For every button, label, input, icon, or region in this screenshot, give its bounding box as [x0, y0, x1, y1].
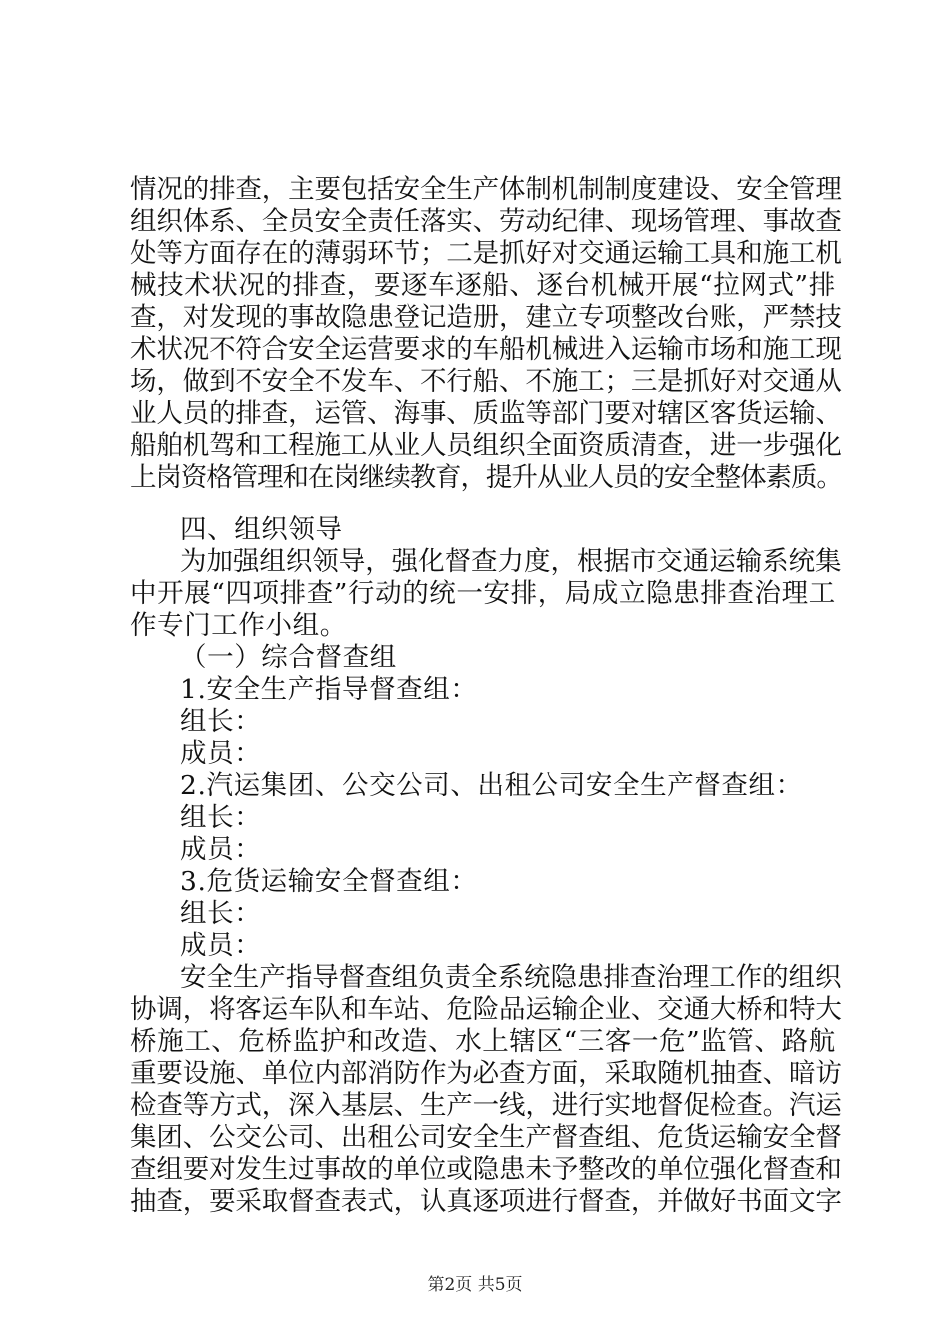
body-line: 为加强组织领导，强化督查力度，根据市交通运输系统集 [180, 546, 842, 577]
body-line: 场，做到不安全不发车、不行船、不施工；三是抓好对交通从 [130, 366, 842, 397]
body-line: 查，对发现的事故隐患登记造册，建立专项整改台账，严禁技 [130, 302, 842, 333]
list-item: 1.安全生产指导督查组： [180, 674, 478, 705]
body-line: 查组要对发生过事故的单位或隐患未予整改的单位强化督查和 [130, 1154, 842, 1185]
body-line: 协调，将客运车队和车站、危险品运输企业、交通大桥和特大 [130, 994, 842, 1025]
body-line: 检查等方式，深入基层、生产一线，进行实地督促检查。汽运 [130, 1090, 842, 1121]
body-line: 术状况不符合安全运营要求的车船机械进入运输市场和施工现 [130, 334, 842, 365]
body-line: 桥施工、危桥监护和改造、水上辖区“三客一危”监管、路航 [130, 1026, 836, 1057]
list-item: 成员： [180, 738, 262, 769]
body-line: 情况的排查，主要包括安全生产体制机制制度建设、安全管理 [130, 174, 842, 205]
body-line: 组织体系、全员安全责任落实、劳动纪律、现场管理、事故查 [130, 206, 842, 237]
page-number-footer: 第2页 共5页 [427, 1275, 523, 1295]
list-item: 成员： [180, 834, 262, 865]
subsection-heading: （一）综合督查组 [180, 642, 397, 673]
list-item: 组长： [180, 898, 262, 929]
body-line: 械技术状况的排查，要逐车逐船、逐台机械开展“拉网式”排 [130, 270, 836, 301]
list-item: 2.汽运集团、公交公司、出租公司安全生产督查组： [180, 770, 803, 801]
body-line: 抽查，要采取督查表式，认真逐项进行督查，并做好书面文字 [130, 1186, 842, 1217]
section-heading: 四、组织领导 [180, 514, 343, 545]
list-item: 组长： [180, 706, 262, 737]
body-line: 安全生产指导督查组负责全系统隐患排查治理工作的组织 [180, 962, 842, 993]
body-line: 重要设施、单位内部消防作为必查方面，采取随机抽查、暗访 [130, 1058, 842, 1089]
list-item: 组长： [180, 802, 262, 833]
body-line: 集团、公交公司、出租公司安全生产督查组、危货运输安全督 [130, 1122, 842, 1153]
body-line: 上岗资格管理和在岗继续教育，提升从业人员的安全整体素质。 [130, 462, 842, 493]
list-item: 3.危货运输安全督查组： [180, 866, 478, 897]
body-line: 中开展“四项排查”行动的统一安排，局成立隐患排查治理工 [130, 578, 836, 609]
body-line: 处等方面存在的薄弱环节；二是抓好对交通运输工具和施工机 [130, 238, 842, 269]
body-line: 业人员的排查，运管、海事、质监等部门要对辖区客货运输、 [130, 398, 842, 429]
list-item: 成员： [180, 930, 262, 961]
body-line: 船舶机驾和工程施工从业人员组织全面资质清查，进一步强化 [130, 430, 842, 461]
body-line: 作专门工作小组。 [130, 610, 347, 641]
